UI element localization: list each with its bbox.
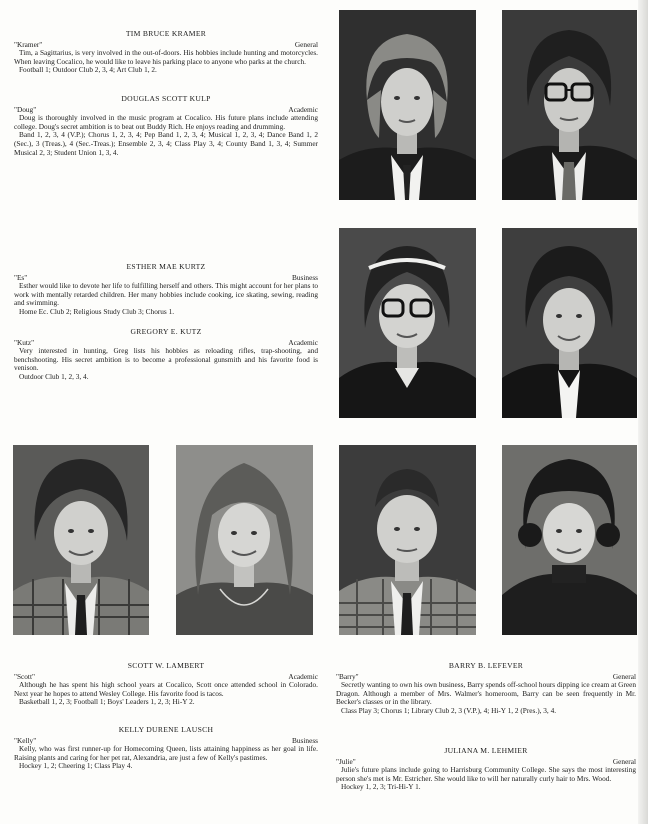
- student-name: ESTHER MAE KURTZ: [126, 262, 206, 271]
- portrait-photo-lausch: [176, 445, 313, 635]
- student-name: KELLY DURENE LAUSCH: [118, 725, 214, 734]
- portrait-photo-kramer: [339, 10, 476, 200]
- entry-lausch: [14, 726, 318, 771]
- page-spine-shadow: [638, 0, 648, 824]
- portrait-photo-lefever: [339, 445, 476, 635]
- student-activities: Home Ec. Club 2; Religious Study Club 3; Chorus 1.: [19, 306, 175, 316]
- student-bio: Tim, a Sagittarius, is very involved in the out-of-doors. His hobbies include hunting and motorcycles. When leaving Cocalico, he would like to leave his parking place to anyone who parks at the church.: [14, 48, 318, 66]
- student-course: Academic: [288, 337, 318, 347]
- student-bio: Secretly wanting to own his own business, Barry spends off-school hours dipping ice cream at Green Dragon. Although a member of Mrs. Walmer's homeroom, Barry can be seen frequently in Mr. Becker's classes or in the library.: [336, 680, 636, 707]
- portrait-photo-ekurtz: [339, 228, 476, 418]
- student-activities: Band 1, 2, 3, 4 (V.P.); Chorus 1, 2, 3, 4; Pep Band 1, 2, 3, 4; Musical 1, 2, 3, 4; Dance Band 1, 2 (Sec.), 3 (Treas.), 4 (Sec.-Treas.); Ensemble 2, 3, 4; Class Play 3, 4; County Band 1, 3, 4; Summer Musical 2, 3; Student Union 1, 3, 4.: [14, 130, 318, 157]
- student-nickname: "Julie": [336, 756, 356, 766]
- student-name: GREGORY E. KUTZ: [130, 327, 202, 336]
- student-name: DOUGLAS SCOTT KULP: [121, 94, 211, 103]
- student-name: SCOTT W. LAMBERT: [127, 661, 205, 670]
- student-name: JULIANA M. LEHMIER: [444, 746, 528, 755]
- student-name: BARRY B. LEFEVER: [448, 661, 524, 670]
- entry-lefever: [336, 662, 636, 716]
- student-activities: Hockey 1, 2, 3; Tri-Hi-Y 1.: [341, 782, 421, 792]
- student-nickname: "Doug": [14, 104, 37, 114]
- student-course: General: [294, 39, 318, 49]
- student-activities: Hockey 1, 2; Cheering 1; Class Play 4.: [19, 761, 133, 771]
- student-course: General: [612, 756, 636, 766]
- student-activities: Class Play 3; Chorus 1; Library Club 2, 3 (V.P.), 4; Hi-Y 1, 2 (Pres.), 3, 4.: [341, 705, 557, 715]
- student-nickname: "Es": [14, 272, 28, 282]
- student-course: Business: [292, 735, 318, 745]
- student-nickname: "Scott": [14, 671, 35, 681]
- student-course: Business: [292, 272, 318, 282]
- student-bio: Esther would like to devote her life to fulfilling herself and others. This might account for her plans to work with mentally retarded children. Her many hobbies include cooking, ice skating, sewing, reading and swimming.: [14, 281, 318, 308]
- student-name: TIM BRUCE KRAMER: [125, 29, 207, 38]
- student-nickname: "Kutz": [14, 337, 35, 347]
- student-bio: Very interested in hunting, Greg lists his hobbies as reloading rifles, trap-shooting, and benchshooting. His secret ambition is to become a professional gunsmith and his favorite food is venison.: [14, 346, 318, 373]
- student-nickname: "Barry": [336, 671, 359, 681]
- portrait-photo-lehmier: [502, 445, 637, 635]
- student-activities: Outdoor Club 1, 2, 3, 4.: [19, 371, 89, 381]
- student-nickname: "Kelly": [14, 735, 37, 745]
- student-course: Academic: [288, 671, 318, 681]
- student-bio: Doug is thoroughly involved in the music program at Cocalico. His future plans include attending college. Doug's secret ambition is to beat out Buddy Rich. He enjoys reading and drumming.: [14, 113, 318, 131]
- portrait-photo-kulp: [502, 10, 637, 200]
- student-nickname: "Kramer": [14, 39, 43, 49]
- student-course: Academic: [288, 104, 318, 114]
- student-bio: Julie's future plans include going to Harrisburg Community College. She says the most interesting person she's met is Mr. Estricher. She would like to will her naturally curly hair to Mrs. Wood.: [336, 765, 636, 783]
- student-activities: Football 1; Outdoor Club 2, 3, 4; Art Club 1, 2.: [19, 65, 157, 75]
- entry-lehmier: [336, 747, 636, 792]
- student-bio: Kelly, who was first runner-up for Homecoming Queen, lists attaining happiness as her goal in life. Raising plants and caring for her pet rat, Alexandria, are just a few of Kelly's pastimes.: [14, 744, 318, 762]
- portrait-photo-gkutz: [502, 228, 637, 418]
- student-activities: Basketball 1, 2, 3; Football 1; Boys' Leaders 1, 2, 3; Hi-Y 2.: [19, 697, 195, 707]
- student-bio: Although he has spent his high school years at Cocalico, Scott once attended school in Colorado. Next year he hopes to attend Wesley College. His favorite food is tacos.: [14, 680, 318, 698]
- entry-kramer: [14, 30, 318, 75]
- entry-gkutz: [14, 328, 318, 382]
- entry-kulp: [14, 95, 318, 157]
- entry-lambert: [14, 662, 318, 707]
- portrait-photo-lambert: [13, 445, 149, 635]
- entry-ekurtz: [14, 263, 318, 317]
- student-course: General: [612, 671, 636, 681]
